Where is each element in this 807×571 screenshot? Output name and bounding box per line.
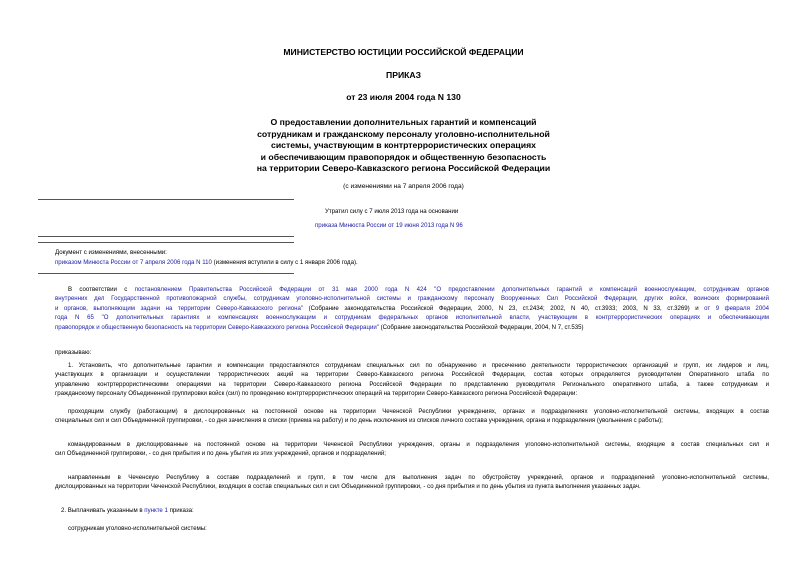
item-1c-line: дислоцированных на территории Чеченской Республики, входящих в состав специальных сил и сил Объединенной группировки, - со дня прибытия и по день убытия из пункта выполнения указанных задач. [55,483,641,491]
title-line: на территории Северо-Кавказского региона Российской Федерации [256,163,551,174]
title-line: О предоставлении дополнительных гарантий и компенсаций [270,117,537,127]
preamble-paragraph [55,285,769,332]
item-1b-paragraph [55,440,769,459]
preamble-line[interactable]: внутренних дел Государственной противопожарной службы, сотрудникам уголовно-исполнительной системы и гражданскому персоналу Вооруженных Сил Российской Федерации, других войск, воинских формирований [55,295,769,303]
item-1-line: управлению контртеррористическими операциями на территории Северо-Кавказского региона Российской Федерации по представлению руководителя Регионального оперативного штаба, а также сотрудникам и [55,380,769,388]
item-1c-paragraph [55,473,769,492]
item-1b-line: сил Объединенной группировки, - со дня прибытия и по день убытия из этих учреждений, органов и подразделений; [55,450,386,458]
amendments-note: (с изменениями на 7 апреля 2006 года) [343,183,464,190]
preamble-line: правопорядок и общественную безопасность на территории Северо-Кавказского региона Российской Федерации" (Собрание законодательства Российской Федерации, 2004, N 7, ст.535) [55,323,584,331]
title-line: системы, участвующим в контртеррористических операциях [270,140,537,151]
item-2a-paragraph: сотрудникам уголовно-исполнительной системы: [68,525,207,532]
changes-line [55,259,358,267]
item-1-line: гражданскому персоналу Объединенной группировки войск (сил) по проведению контртеррористических операций на территории Северо-Кавказского региона Российской Федерации: [55,390,578,398]
preamble-line: и органов, выполняющим задачи на территории Северо-Кавказского региона" (Собрание законодательства Российской Федерации, 2000, N 23, ст.2434; 2002, N 40, ст.3933; 2003, N 33, ст.3269) и от 9 февраля 2004 [55,304,769,312]
title-line: и обеспечивающим правопорядок и общественную безопасность [260,151,547,162]
item-1a-line: проходящим службу (работающим) в дислоцированных на постоянной основе на территории Чеченской Республики учреждениях, органах и подразделениях уголовно-исполнительной системы, входящих в состав [68,408,769,415]
repeal-order-link[interactable]: приказа Минюста России от 19 июня 2013 года N 96 [315,222,463,229]
date-number-heading: от 23 июля 2004 года N 130 [346,92,461,102]
item-1-line: участвующих в организации и осуществлении террористических акций на территории Северо-Кавказского региона Российской Федерации, состав которых определяется руководителем Оперативного штаба по [55,371,769,379]
item-1b-line: командированным в дислоцированные на постоянной основе на территории Чеченской Республики учреждения, органы и подразделения уголовно-исполнительной системы, входящие в состав специальных сил и [68,441,769,448]
item-2-paragraph: 2. Выплачивать указанным в пункте 1 приказа: [61,507,194,514]
order-word: приказываю: [55,349,92,356]
item-1-line: 1. Установить, что дополнительные гарантии и компенсации предоставляются сотрудникам специальных сил по обнаружению и пресечению деятельности террористических организаций и групп, их лидеров и лиц, [68,362,769,369]
changes-order-link[interactable]: приказом Минюста России от 7 апреля 2006 года N 110 [55,259,212,266]
document-title [0,117,807,175]
government-decree-65-link[interactable]: от 9 февраля 2004 [704,304,769,312]
divider [38,273,294,274]
item-1a-paragraph [55,407,769,426]
repeal-note: Утратил силу с 7 июля 2013 года на основании [325,208,459,215]
divider [38,242,294,243]
title-line: сотрудникам и гражданскому персоналу уголовно-исполнительной [257,128,550,139]
changes-effective-text: (изменения вступили в силу с 1 января 2006 года). [211,259,358,266]
government-decree-424-link[interactable]: постановлением Правительства Российской Федерации от 31 мая 2000 года N 424 "О предоставлении дополнительных гарантий и компенсаций военнослужащим, сотрудникам органов [134,286,769,293]
preamble-line: В соответствии с постановлением Правительства Российской Федерации от 31 мая 2000 года N 424 "О предоставлении дополнительных гарантий и компенсаций военнослужащим, сотрудникам органов [68,286,769,293]
divider [38,199,294,200]
preamble-line[interactable]: года N 65 "О дополнительных гарантиях и компенсациях военнослужащим и сотрудникам федеральных органов исполнительной власти, участвующим в контртеррористических операциях и обеспечивающим [55,314,769,322]
ministry-heading: МИНИСТЕРСТВО ЮСТИЦИИ РОССИЙСКОЙ ФЕДЕРАЦИИ [283,47,524,57]
item-1-paragraph [55,361,769,399]
item-1c-line: направленным в Чеченскую Республику в составе подразделений и групп, в том числе для выполнения задач по обустройству учреждений, органов и подразделений уголовно-исполнительной системы, [68,474,769,481]
changes-intro: Документ с изменениями, внесенными: [55,249,167,256]
item-1a-line: специальных сил и сил Объединенной группировки, - со дня зачисления в списки (приема на работу) и по день исключения из списков личного состава учреждения, органа и подразделения (увольнения с работы); [55,417,663,425]
doc-type-heading: ПРИКАЗ [386,70,421,80]
item-1-reference-link[interactable]: пункте 1 [144,507,168,514]
divider [38,236,294,237]
